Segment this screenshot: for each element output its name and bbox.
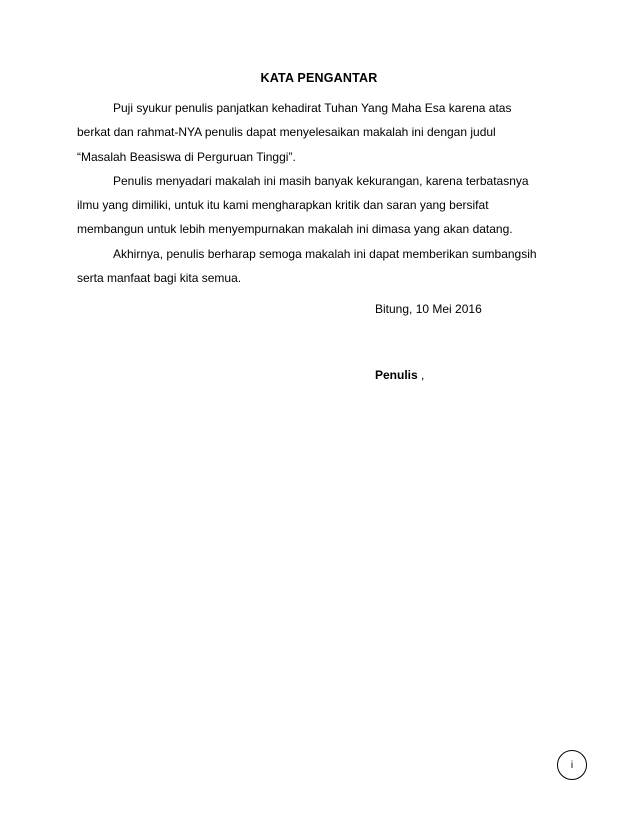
paragraph-1-line-3: “Masalah Beasiswa di Perguruan Tinggi”. — [77, 149, 296, 164]
signature-punctuation: , — [417, 368, 425, 382]
paragraph-3-line-1: Akhirnya, penulis berharap semoga makalah ini dapat memberikan sumbangsih — [113, 246, 537, 261]
paragraph-1-line-1: Puji syukur penulis panjatkan kehadirat Tuhan Yang Maha Esa karena atas — [113, 101, 512, 115]
place-date: Bitung, 10 Mei 2016 — [375, 302, 482, 316]
paragraph-3-line-2: serta manfaat bagi kita semua. — [77, 271, 242, 286]
document-body — [77, 96, 567, 290]
paragraph-1-line-2: berkat dan rahmat-NYA penulis dapat menyelesaikan makalah ini dengan judul — [77, 125, 496, 140]
page-number: i — [570, 759, 574, 771]
document-title: KATA PENGANTAR — [260, 71, 378, 85]
paragraph-2-line-3: membangun untuk lebih menyempurnakan makalah ini dimasa yang akan datang. — [77, 222, 513, 237]
page-number-badge — [557, 750, 587, 780]
paragraph-2-line-2: ilmu yang dimiliki, untuk itu kami mengharapkan kritik dan saran yang bersifat — [77, 198, 489, 213]
signature-name: Penulis — [375, 368, 418, 382]
paragraph-2-line-1: Penulis menyadari makalah ini masih banyak kekurangan, karena terbatasnya — [113, 173, 529, 188]
signature-block — [375, 368, 424, 382]
